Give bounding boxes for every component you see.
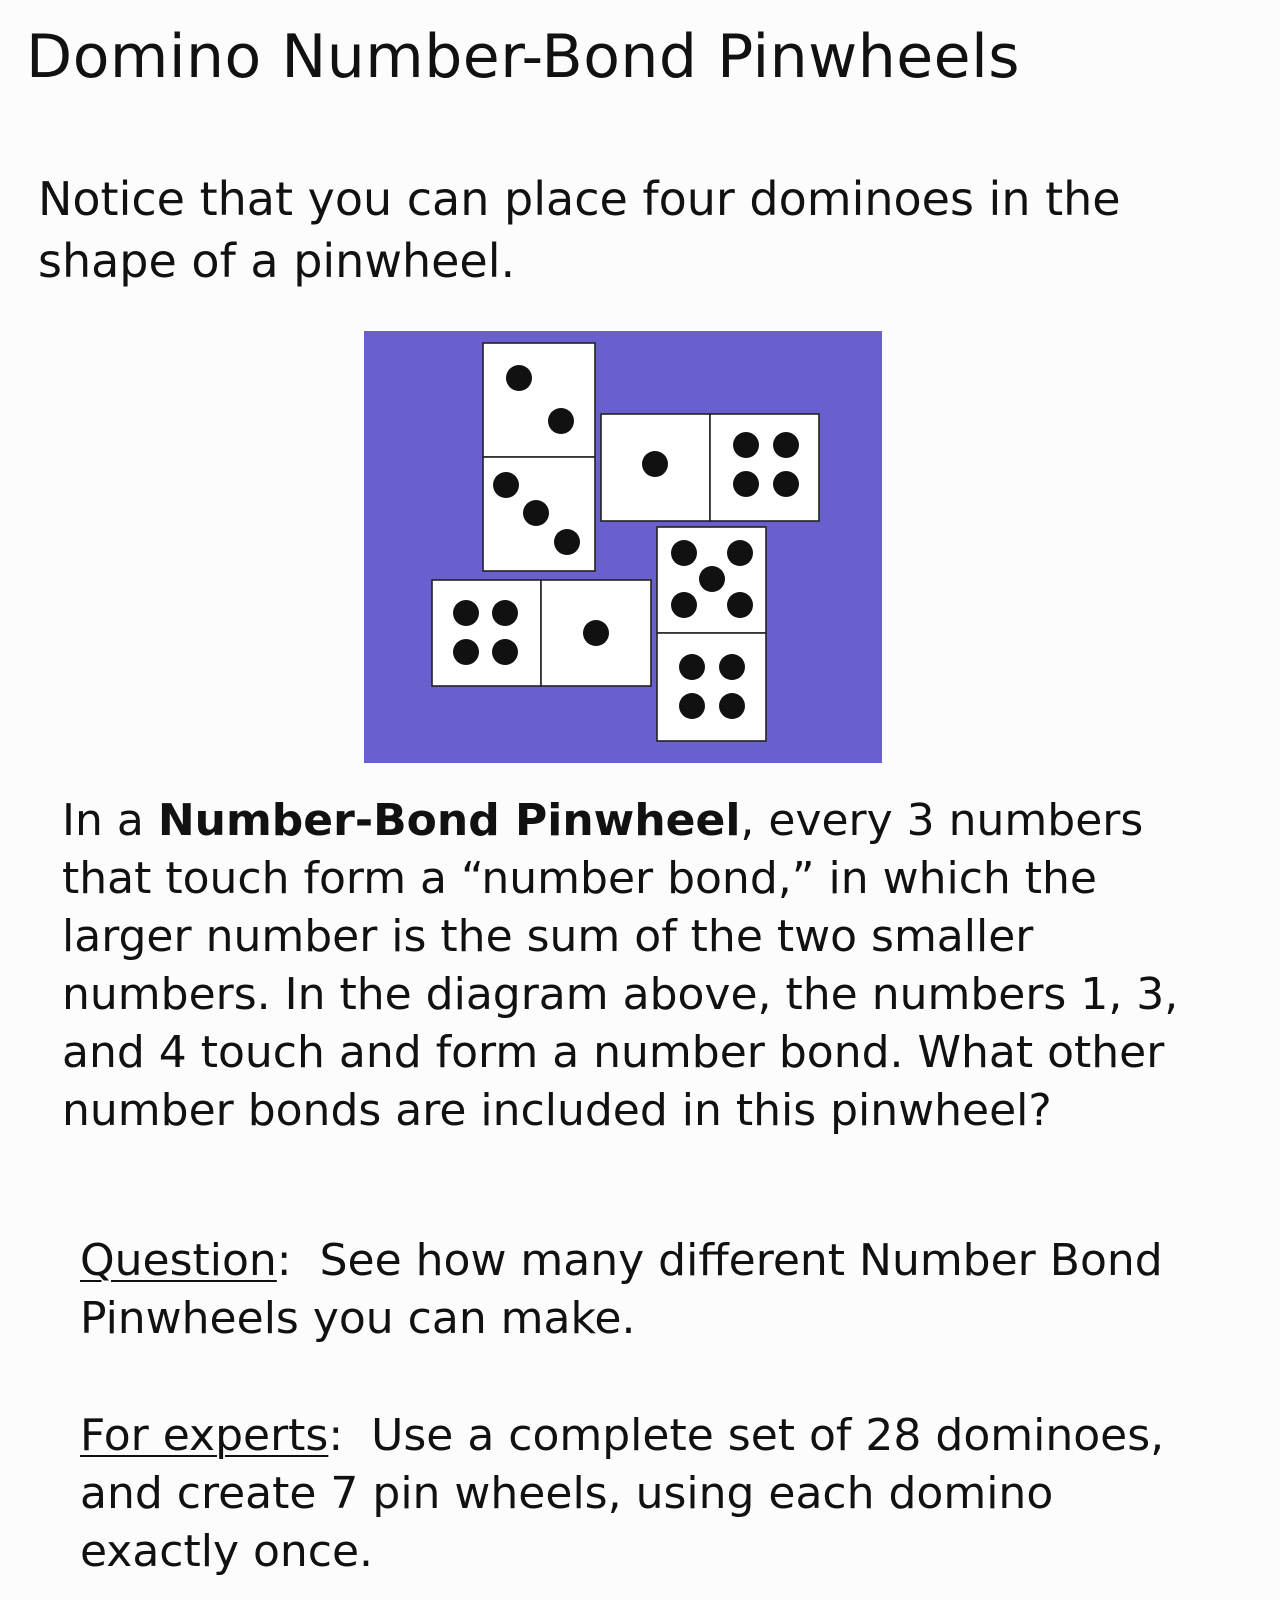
pip: [699, 566, 725, 592]
question-text: [80, 1232, 1220, 1348]
domino-half: [710, 414, 819, 521]
pip: [719, 654, 745, 680]
question-body: See how many different Number Bond Pinwheels you can make.: [80, 1235, 1163, 1344]
pip: [671, 540, 697, 566]
domino-bottom-left: [432, 580, 651, 686]
pip: [773, 432, 799, 458]
domino-top-right: [601, 414, 819, 521]
experts-text: [80, 1407, 1220, 1581]
pinwheel-figure: [364, 331, 882, 763]
intro-text: Notice that you can place four dominoes in the shape of a pinwheel.: [38, 172, 1121, 288]
page-title: Domino Number-Bond Pinwheels: [26, 22, 1021, 92]
body-rest: , every 3 numbers that touch form a “number bond,” in which the larger number is the sum of the two smaller numbers. In the diagram above, the numbers 1, 3, and 4 touch and form a number bond. What other number bonds are included in this pinwheel?: [62, 795, 1179, 1136]
pip: [506, 365, 532, 391]
pinwheel-diagram: [364, 331, 882, 763]
question-sep: :: [276, 1235, 320, 1286]
question-label: Question: [80, 1235, 277, 1286]
pip: [733, 432, 759, 458]
explanation-text: [62, 792, 1202, 1140]
pip: [548, 408, 574, 434]
pip: [492, 600, 518, 626]
pip: [733, 471, 759, 497]
pip: [727, 592, 753, 618]
domino-half: [432, 580, 541, 686]
pip: [727, 540, 753, 566]
domino-top-left: [483, 343, 595, 571]
pip: [453, 639, 479, 665]
domino-half: [483, 343, 595, 457]
pip: [679, 693, 705, 719]
domino-bottom-right: [657, 527, 766, 741]
pip: [583, 620, 609, 646]
pip: [642, 451, 668, 477]
pip: [523, 500, 549, 526]
pip: [719, 693, 745, 719]
bold-term: Number-Bond Pinwheel: [157, 795, 741, 846]
domino-half: [657, 633, 766, 741]
experts-sep: :: [328, 1410, 372, 1461]
pip: [554, 529, 580, 555]
experts-body: Use a complete set of 28 dominoes, and create 7 pin wheels, using each domino exactly once.: [80, 1410, 1165, 1577]
body-lead: In a: [62, 795, 158, 846]
pip: [773, 471, 799, 497]
pip: [671, 592, 697, 618]
experts-label: For experts: [80, 1410, 329, 1461]
pip: [679, 654, 705, 680]
pip: [453, 600, 479, 626]
pip: [493, 472, 519, 498]
pip: [492, 639, 518, 665]
